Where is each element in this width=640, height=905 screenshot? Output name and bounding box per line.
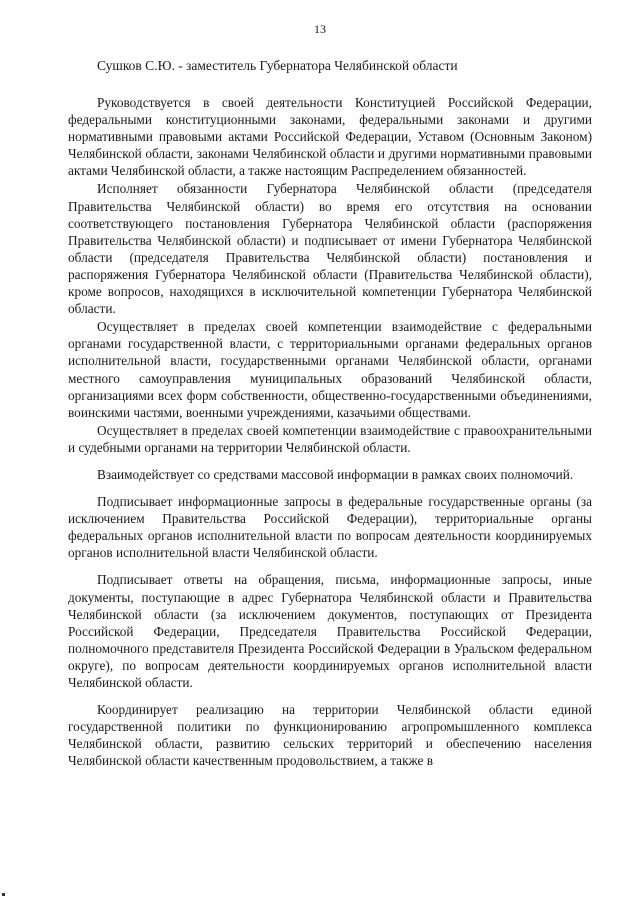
paragraph-agro-coordination: Координирует реализацию на территории Челябинской области единой государственной политики по функционированию агропромышленного комплекса Челябинской области, развитию сельских территорий и обеспечению населения Челябинской области качественным продовольствием, а также в bbox=[68, 702, 592, 769]
paragraph-cooperation-law-enforcement: Осуществляет в пределах своей компетенции взаимодействие с правоохранительными и судебными органами на территории Челябинской области. bbox=[68, 422, 592, 455]
paragraph-mass-media: Взаимодействует со средствами массовой информации в рамках своих полномочий. bbox=[97, 466, 574, 482]
paragraph-cooperation-authorities: Осуществляет в пределах своей компетенции взаимодействие с федеральными органами государственной власти, с территориальными органами федеральных органов исполнительной власти, государственными органами Челябинской области, органами местного самоуправления муниципальных образований Челябинской области, организациями всех форм собственности, общественно-государственными объединениями, воинскими частями, военными учреждениями, казачьими обществами. bbox=[68, 319, 592, 420]
page-number: 13 bbox=[314, 22, 326, 36]
official-heading: Сушков С.Ю. - заместитель Губернатора Челябинской области bbox=[97, 58, 458, 73]
paragraph-information-requests: Подписывает информационные запросы в федеральные государственные органы (за исключением Правительства Российской Федерации), территориальные органы федеральных органов исполнительной власти по вопросам деятельности координируемых органов исполнительной власти Челябинской области. bbox=[68, 494, 592, 561]
scan-margin-mark bbox=[2, 893, 5, 896]
paragraph-acting-governor: Исполняет обязанности Губернатора Челябинской области (председателя Правительства Челябинской области) во время его отсутствия на основании соответствующего постановления Губернатора Челябинской области (распоряжения Правительства Челябинской области) и подписывает от имени Губернатора Челябинской области (председателя Правительства Челябинской области) постановления и распоряжения Губернатора Челябинской области (Правительства Челябинской области), кроме вопросов, находящихся в исключительной компетенции Губернатора Челябинской области. bbox=[68, 181, 592, 317]
paragraph-responses: Подписывает ответы на обращения, письма, информационные запросы, иные документы, поступающие в адрес Губернатора Челябинской области и Правительства Челябинской области (за исключением документов, поступающих от Президента Российской Федерации, Председателя Правительства Российской Федерации, полномочного представителя Президента Российской Федерации в Уральском федеральном округе), по вопросам деятельности координируемых органов исполнительной власти Челябинской области. bbox=[68, 572, 592, 690]
paragraph-legal-basis: Руководствуется в своей деятельности Конституцией Российской Федерации, федеральными конституционными законами, федеральными законами и другими нормативными правовыми актами Российской Федерации, Уставом (Основным Законом) Челябинской области, законами Челябинской области и другими нормативными правовыми актами Челябинской области, а также настоящим Распределением обязанностей. bbox=[68, 95, 592, 179]
document-body bbox=[68, 94, 592, 770]
